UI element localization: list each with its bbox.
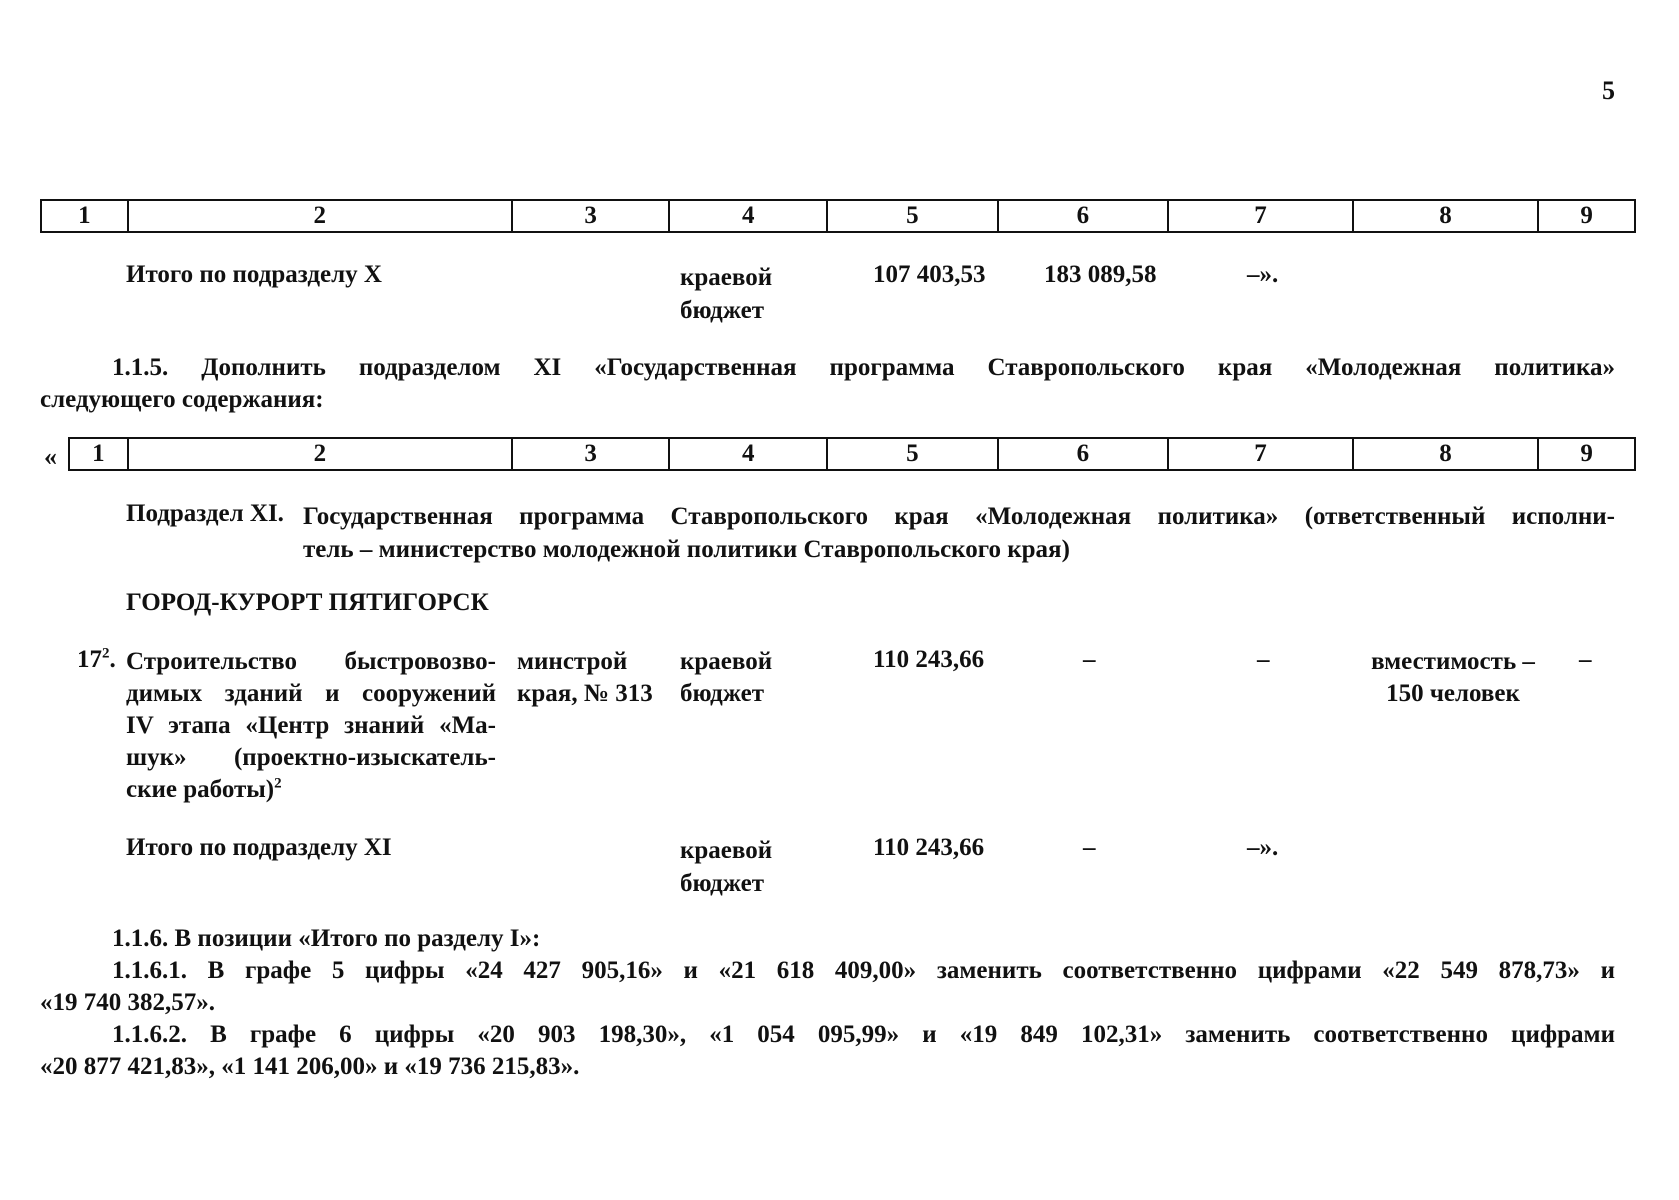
row-17-name-line-5: ские работы)$^2$: [126, 775, 282, 803]
paragraph-1-1-5-line-2: следующего содержания:: [40, 386, 324, 413]
row-17-col9: –: [1579, 646, 1592, 673]
row-17-capacity: [1362, 646, 1544, 710]
paragraph-1-1-6-2-line-1: 1.1.6.2. В графе 6 цифры «20 903 198,30», «1 054 095,99» и «19 849 102,31» заменить соответственно цифрами: [112, 1021, 1615, 1048]
row-17-responsible: [517, 646, 653, 710]
column-header-4: 4: [670, 201, 828, 231]
column-header-1: 1: [42, 201, 129, 231]
column-header-9: 9: [1580, 202, 1593, 229]
row-17-name-line-1: Строительство быстровозво-: [126, 648, 496, 675]
row-17-name: [126, 646, 496, 806]
column-header-9: 9: [1580, 440, 1593, 467]
column-header-5: 5: [828, 201, 999, 231]
column-header-8: 8: [1354, 201, 1540, 231]
section-x-total-col5: 107 403,53: [873, 261, 986, 288]
page-number: 5: [1602, 76, 1615, 105]
city-heading: ГОРОД-КУРОРТ ПЯТИГОРСК: [126, 589, 489, 616]
row-17-col6: –: [1083, 646, 1096, 673]
row-number: 17: [77, 646, 102, 673]
section-x-total-col6: 183 089,58: [1044, 261, 1157, 288]
row-17-col7: –: [1257, 646, 1270, 673]
budget-line-2: бюджет: [680, 870, 764, 897]
column-header-3: 3: [513, 201, 671, 231]
column-header-2: 2: [129, 439, 513, 469]
paragraph-1-1-6: [40, 923, 1615, 1083]
budget-line-2: бюджет: [680, 680, 764, 707]
row-number-superscript: 2: [102, 645, 110, 662]
budget-line-1: краевой: [680, 648, 773, 675]
responsible-line-1: минстрой: [517, 648, 628, 675]
section-xi-total-col5: 110 243,66: [873, 834, 985, 861]
budget-line-1: краевой: [680, 837, 773, 864]
row-number-dot: .: [109, 646, 116, 673]
section-x-total-col7: –».: [1247, 261, 1279, 288]
budget-line-2: бюджет: [680, 297, 764, 324]
section-x-total-budget: [680, 261, 772, 327]
paragraph-1-1-6-1-line-1: 1.1.6.1. В графе 5 цифры «24 427 905,16» и «21 618 409,00» заменить соответственно цифрами «22 549 878,73» и: [112, 957, 1615, 984]
paragraph-1-1-6-1-line-2: «19 740 382,57».: [40, 989, 215, 1016]
paragraph-1-1-5: [40, 352, 1615, 416]
opening-quote: «: [44, 442, 57, 471]
column-header-row-1: [40, 199, 1636, 233]
column-header-3: 3: [513, 439, 671, 469]
section-xi-total-budget: [680, 834, 772, 900]
capacity-line-2: 150 человек: [1386, 680, 1520, 707]
paragraph-1-1-6-2-line-2: «20 877 421,83», «1 141 206,00» и «19 736 215,83».: [40, 1053, 580, 1080]
section-x-total-label: Итого по подразделу X: [126, 261, 382, 288]
column-header-7: 7: [1169, 201, 1354, 231]
paragraph-1-1-5-line-1: 1.1.5. Дополнить подразделом XI «Государственная программа Ставропольского края «Молодежная политика»: [112, 354, 1615, 381]
capacity-line-1: вместимость –: [1371, 648, 1535, 675]
row-17-name-line-4: шук» (проектно-изыскатель-: [126, 744, 496, 771]
row-17-name-line-3: IV этапа «Центр знаний «Ма-: [126, 712, 496, 739]
subsection-xi-line-1: Государственная программа Ставропольского края «Молодежная политика» (ответственный исполни-: [303, 503, 1615, 530]
subsection-xi-title: [303, 500, 1615, 566]
responsible-line-2: края, № 313: [517, 680, 653, 707]
budget-line-1: краевой: [680, 264, 773, 291]
subsection-xi-prefix: Подраздел XI.: [126, 500, 284, 527]
column-header-2: 2: [129, 201, 513, 231]
paragraph-1-1-6-line: 1.1.6. В позиции «Итого по разделу I»:: [112, 925, 541, 952]
column-header-7: 7: [1169, 439, 1354, 469]
subsection-xi-line-2: тель – министерство молодежной политики Ставропольского края): [303, 536, 1070, 563]
column-header-8: 8: [1354, 439, 1540, 469]
column-header-row-2: [68, 437, 1636, 471]
section-xi-total-col7: –».: [1247, 834, 1279, 861]
row-17-budget: [680, 646, 772, 710]
section-xi-total-col6: –: [1083, 834, 1096, 861]
column-header-6: 6: [999, 201, 1170, 231]
column-header-1: 1: [70, 439, 129, 469]
column-header-6: 6: [999, 439, 1170, 469]
column-header-4: 4: [670, 439, 828, 469]
row-17-name-line-2: димых зданий и сооружений: [126, 680, 496, 707]
section-xi-total-label: Итого по подразделу XI: [126, 834, 392, 861]
footnote-marker: 2: [274, 775, 282, 792]
column-header-5: 5: [828, 439, 999, 469]
row-17-col5: 110 243,66: [873, 646, 985, 673]
row-17-number: [77, 646, 116, 674]
